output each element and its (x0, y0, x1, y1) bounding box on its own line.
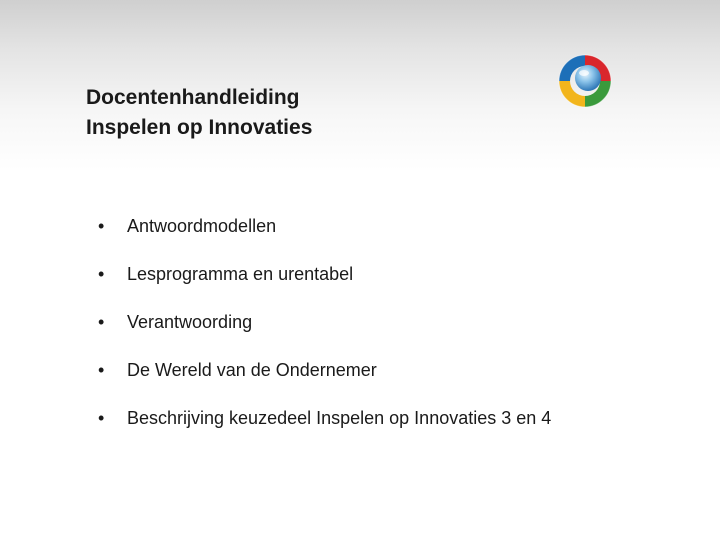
bullet-text: Lesprogramma en urentabel (127, 263, 354, 284)
bullet-icon: • (98, 407, 105, 428)
list-item (98, 298, 551, 346)
bullet-text: Beschrijving keuzedeel Inspelen op Innovaties 3 en 4 (127, 407, 552, 428)
company-logo-icon (555, 51, 615, 111)
list-item (98, 202, 551, 250)
slide-title (86, 83, 486, 143)
title-line-1: Docentenhandleiding (86, 86, 300, 109)
bullet-icon: • (98, 311, 105, 332)
list-item (98, 346, 551, 394)
bullet-icon: • (98, 359, 105, 380)
bullet-list (98, 202, 551, 442)
list-item (98, 250, 551, 298)
bullet-icon: • (98, 263, 105, 284)
list-item (98, 394, 551, 442)
bullet-text: De Wereld van de Ondernemer (127, 359, 377, 380)
bullet-icon: • (98, 215, 105, 236)
title-line-2: Inspelen op Innovaties (86, 116, 313, 139)
bullet-text: Verantwoording (127, 311, 253, 332)
bullet-text: Antwoordmodellen (127, 215, 277, 236)
